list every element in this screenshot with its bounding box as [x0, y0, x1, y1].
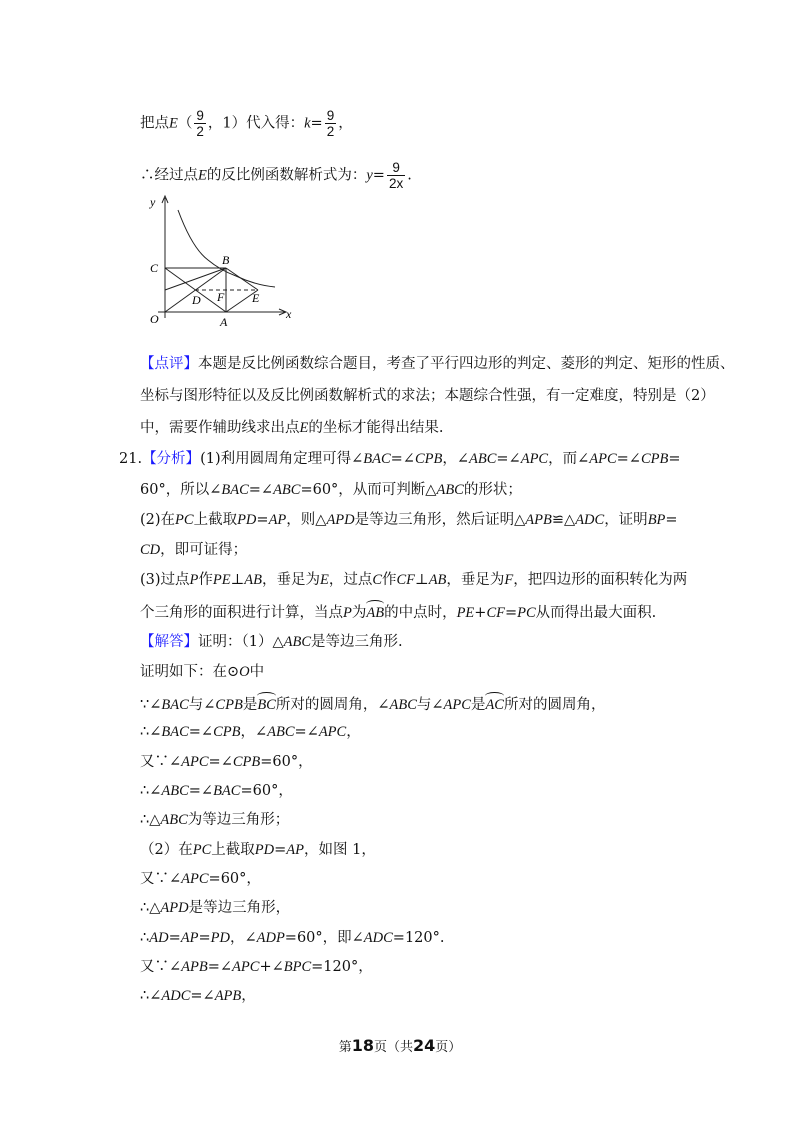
answer-line-11: ∴AD=AP=PD，∠ADP=60°，即∠ADC=120°.: [140, 930, 445, 946]
answer-line-13: ∴∠ADC=∠APB，: [140, 988, 256, 1004]
analysis-line-4: CD，即可证得；: [140, 542, 248, 558]
label-b: B: [222, 253, 230, 267]
analysis-line-3: (2)在PC上截取PD=AP，则△APD是等边三角形，然后证明△APB≌△ADC，证明BP=: [140, 512, 678, 528]
comment-line-2: 坐标与图形特征以及反比例函数解析式的求法；本题综合性强，有一定难度，特别是（2）: [140, 388, 715, 404]
answer-line-7: ∴△ABC为等边三角形；: [140, 812, 290, 828]
answer-line-12: 又∵∠APB=∠APC+∠BPC=120°，: [140, 959, 373, 975]
fraction-9-over-2: $\frac{9}{2}$: [196, 108, 204, 139]
label-x: x: [286, 307, 292, 321]
label-o: O: [150, 312, 159, 326]
arc-bc: BC: [257, 692, 276, 715]
answer-line-5: 又∵∠APC=∠CPB=60°，: [140, 754, 313, 770]
answer-line-10: ∴△APD是等边三角形，: [140, 900, 291, 916]
label-f: F: [217, 290, 225, 304]
analysis-line-6: 个三角形的面积进行计算，当点P为AB的中点时，PE+CF=PC从而得出最大面积.: [140, 600, 656, 623]
label-c: C: [150, 261, 159, 275]
label-a: A: [220, 315, 228, 329]
line-function-expression: ∴经过点E的反比例函数解析式为：y= $\frac{9}{2x}$ .: [140, 160, 412, 191]
answer-line-4: ∴∠BAC=∠CPB，∠ABC=∠APC，: [140, 724, 361, 740]
fraction-9-over-2x: $\frac{9}{2x}$: [388, 160, 404, 191]
answer-line-8: （2）在PC上截取PD=AP，如图 1，: [140, 842, 376, 858]
comment-line-1: 【点评】本题是反比例函数综合题目，考查了平行四边形的判定、菱形的判定、矩形的性质、: [140, 356, 735, 372]
total-pages: 24: [413, 1036, 436, 1055]
comment-line-3: 中，需要作辅助线求出点E的坐标才能得出结果.: [140, 420, 444, 436]
analysis-line-5: (3)过点P作PE⊥AB，垂足为E，过点C作CF⊥AB，垂足为F，把四边形的面积转化为两: [140, 572, 688, 588]
arc-ac: AC: [485, 692, 504, 715]
page-footer: 第18页（共24页）: [338, 1036, 462, 1055]
analysis-line-1: 21.【分析】(1)利用圆周角定理可得∠BAC=∠CPB，∠ABC=∠APC，而∠APC=∠CPB=: [119, 451, 681, 467]
answer-line-2: 证明如下：在⊙O中: [140, 664, 265, 680]
answer-line-1: 【解答】证明：（1）△ABC是等边三角形.: [140, 634, 403, 650]
line-substitute-point-e: 把点E（ $\frac{9}{2}$ ，1）代入得：k= $\frac{9}{2}$ ，: [140, 108, 353, 139]
answer-line-9: 又∵∠APC=60°，: [140, 871, 261, 887]
answer-line-3: ∵∠BAC与∠CPB是BC所对的圆周角，∠ABC与∠APC是AC所对的圆周角，: [140, 692, 605, 715]
analysis-tag: 【分析】: [142, 451, 201, 467]
current-page: 18: [351, 1036, 374, 1055]
label-e: E: [252, 291, 260, 305]
label-y: y: [150, 195, 156, 209]
analysis-line-2: 60°，所以∠BAC=∠ABC=60°，从而可判断△ABC的形状；: [140, 482, 522, 498]
answer-tag: 【解答】: [140, 634, 198, 650]
label-d: D: [192, 293, 201, 307]
coordinate-figure: [140, 190, 310, 335]
fraction-k-value: $\frac{9}{2}$: [326, 108, 335, 139]
question-number: 21.: [119, 451, 143, 467]
comment-tag: 【点评】: [140, 356, 198, 372]
answer-line-6: ∴∠ABC=∠BAC=60°，: [140, 783, 293, 799]
arc-ab: AB: [366, 600, 384, 623]
